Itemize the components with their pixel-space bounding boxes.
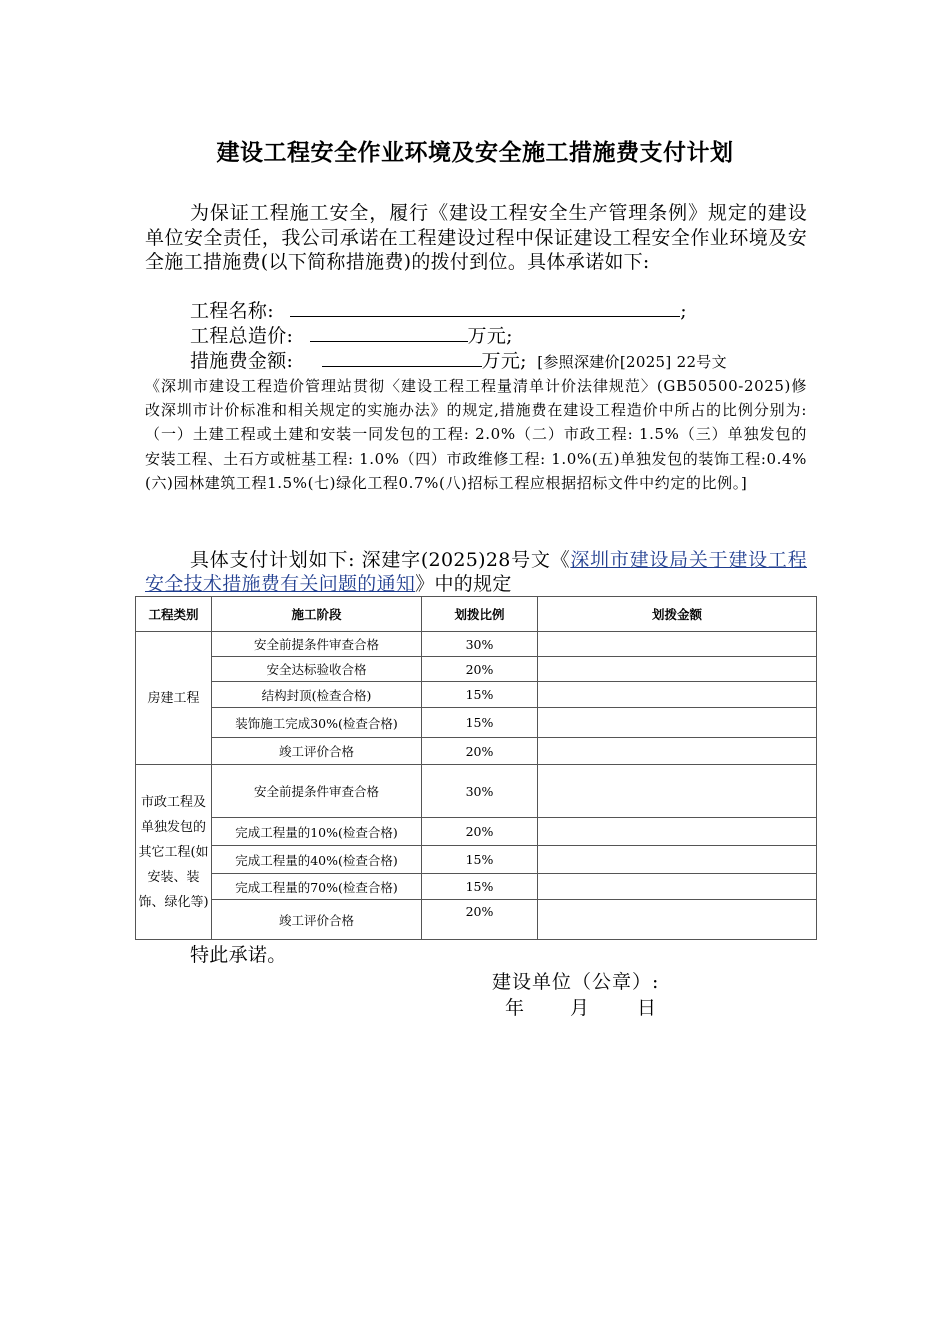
stage-cell: 装饰施工完成30%(检查合格) — [212, 708, 422, 738]
stage-cell: 完成工程量的10%(检查合格) — [212, 818, 422, 846]
header-amount: 划拨金额 — [538, 597, 817, 632]
ratio-cell: 30% — [422, 632, 538, 657]
stage-cell: 结构封顶(检查合格) — [212, 682, 422, 708]
ratio-cell: 30% — [422, 765, 538, 818]
stage-cell: 竣工评价合格 — [212, 738, 422, 765]
total-cost-unit: 万元; — [467, 325, 513, 347]
table-row — [136, 818, 817, 846]
amount-cell[interactable] — [538, 738, 817, 765]
total-cost-label: 工程总造价: — [190, 325, 294, 347]
intro-paragraph: 为保证工程施工安全，履行《建设工程安全生产管理条例》规定的建设单位安全责任，我公司承诺在工程建设过程中保证建设工程安全作业环境及安全施工措施费(以下简称措施费)的拨付到位。具体承诺如下: — [145, 202, 807, 273]
plan-intro: 具体支付计划如下: 深建字(2025)28号文《 — [190, 549, 571, 571]
table-row — [136, 682, 817, 708]
notice-link[interactable]: 深圳市建设局关于建设工程安全技术措施费有关问题的通知 — [145, 549, 807, 595]
table-row — [136, 874, 817, 900]
ratio-cell: 20% — [422, 818, 538, 846]
project-name-label: 工程名称: — [190, 300, 274, 322]
stage-cell: 安全前提条件审查合格 — [212, 765, 422, 818]
table-header-row — [136, 597, 817, 632]
table-row — [136, 900, 817, 940]
amount-cell[interactable] — [538, 765, 817, 818]
ratio-cell: 15% — [422, 874, 538, 900]
table-row — [136, 765, 817, 818]
ratio-cell: 20% — [422, 657, 538, 682]
category-building: 房建工程 — [136, 632, 212, 765]
project-name-end: ; — [680, 300, 687, 322]
date-day: 日 — [637, 997, 658, 1019]
total-cost-field[interactable] — [310, 323, 468, 342]
ratio-cell: 20% — [422, 900, 538, 940]
date-year: 年 — [505, 997, 526, 1019]
date-month: 月 — [570, 997, 591, 1019]
amount-cell[interactable] — [538, 874, 817, 900]
amount-cell[interactable] — [538, 632, 817, 657]
table-row — [136, 632, 817, 657]
category-municipal: 市政工程及单独发包的其它工程(如安装、装饰、绿化等) — [136, 765, 212, 940]
ratio-cell: 15% — [422, 708, 538, 738]
stage-cell: 完成工程量的70%(检查合格) — [212, 874, 422, 900]
stage-cell: 安全达标验收合格 — [212, 657, 422, 682]
stage-cell: 竣工评价合格 — [212, 900, 422, 940]
header-ratio: 划拨比例 — [422, 597, 538, 632]
table-row — [136, 738, 817, 765]
plan-paragraph — [145, 548, 807, 596]
table-row — [136, 657, 817, 682]
stage-cell: 完成工程量的40%(检查合格) — [212, 846, 422, 874]
total-cost-line — [145, 323, 807, 348]
table-row — [136, 846, 817, 874]
ratio-cell: 15% — [422, 682, 538, 708]
stage-cell: 安全前提条件审查合格 — [212, 632, 422, 657]
project-name-field[interactable] — [290, 298, 680, 317]
closing-text: 特此承诺。 — [190, 944, 287, 966]
measure-fee-field[interactable] — [322, 348, 482, 367]
reference-paragraph: 《深圳市建设工程造价管理站贯彻〈建设工程工程量清单计价法律规范〉(GB50500-2025)修改深圳市计价标准和相关规定的实施办法》的规定,措施费在建设工程造价中所占的比例分别为: （一）土建工程或土建和安装一同发包的工程: 2.0%（二）市政工程: 1.5%（三）单独发包的安装工程、土石方或桩基工程: 1.0%（四）市政维修工程: 1.0%(五)单独发包的装饰工程:0.4%(六)园林建筑工程1.5%(七)绿化工程0.7%(八)招标工程应根据招标文件中约定的比例。] — [145, 377, 807, 492]
plan-outro: 》中的规定 — [415, 573, 512, 595]
document-title: 建设工程安全作业环境及安全施工措施费支付计划 — [216, 140, 734, 166]
payment-plan-table — [135, 596, 817, 940]
amount-cell[interactable] — [538, 708, 817, 738]
amount-cell[interactable] — [538, 682, 817, 708]
measure-fee-unit: 万元; — [481, 350, 527, 372]
project-name-line — [145, 298, 807, 323]
measure-fee-line — [145, 348, 807, 374]
header-stage: 施工阶段 — [212, 597, 422, 632]
ratio-cell: 20% — [422, 738, 538, 765]
amount-cell[interactable] — [538, 818, 817, 846]
amount-cell[interactable] — [538, 657, 817, 682]
table-row — [136, 708, 817, 738]
reference-head: [参照深建价[2025] 22号文 — [537, 353, 727, 371]
amount-cell[interactable] — [538, 900, 817, 940]
signature-label: 建设单位（公章）: — [492, 971, 660, 993]
ratio-cell: 15% — [422, 846, 538, 874]
measure-fee-label: 措施费金额: — [190, 350, 294, 372]
amount-cell[interactable] — [538, 846, 817, 874]
header-category: 工程类别 — [136, 597, 212, 632]
